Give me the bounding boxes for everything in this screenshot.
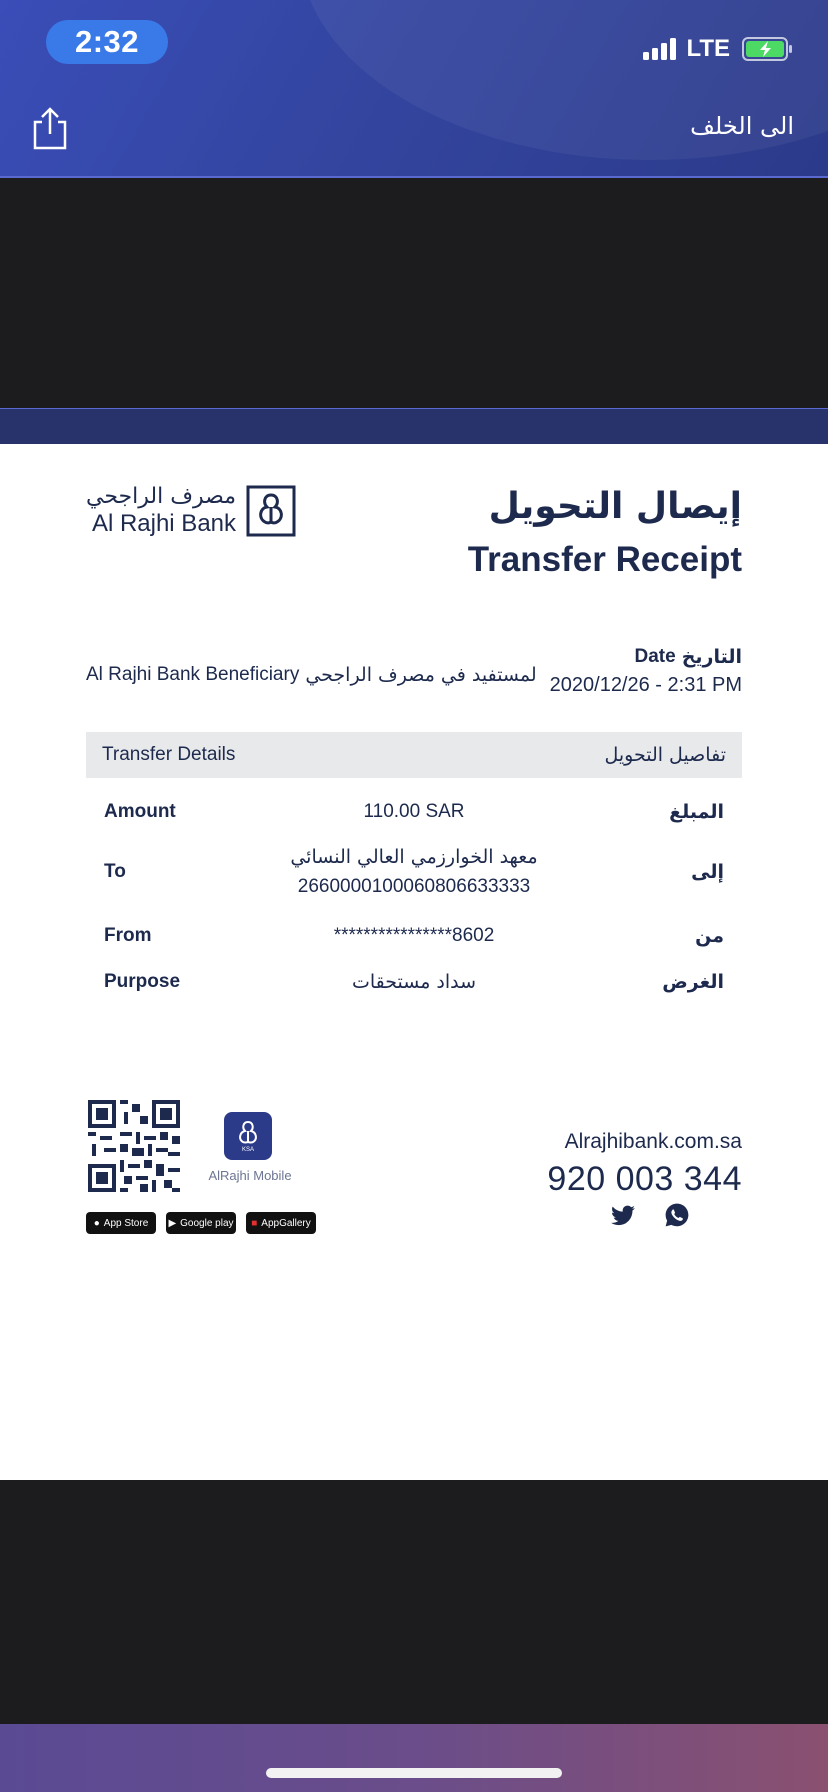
- app-logo-icon: [233, 1119, 263, 1153]
- from-row: From ****************8602 من: [104, 925, 724, 947]
- amount-value: 110.00 SAR: [363, 801, 465, 822]
- network-label: LTE: [686, 35, 730, 62]
- status-indicators: [643, 34, 794, 64]
- transfer-receipt: [0, 444, 828, 1480]
- app-name: AlRajhi Mobile: [208, 1168, 292, 1183]
- bank-logo-icon: [246, 485, 296, 537]
- to-row: To معهد الخوارزمي العالي النسائي 2660000100060806633333 إلى: [104, 840, 724, 904]
- purpose-row: Purpose سداد مستحقات الغرض: [104, 971, 724, 993]
- store-badges: [86, 1212, 316, 1234]
- purpose-value: سداد مستحقات: [351, 971, 477, 993]
- logo-arabic-text: مصرف الراجحي: [86, 484, 237, 509]
- apple-icon: ●: [93, 1217, 100, 1229]
- title-english: Transfer Receipt: [467, 540, 742, 579]
- battery-charging-icon: [742, 37, 794, 61]
- app-gallery-badge[interactable]: ■ AppGallery: [246, 1212, 316, 1234]
- bottom-bar: [0, 1724, 828, 1792]
- social-links: [610, 1202, 690, 1228]
- twitter-icon[interactable]: [610, 1202, 636, 1228]
- date-value: 2020/12/26 - 2:31 PM: [549, 674, 742, 696]
- bank-logo: [86, 484, 296, 538]
- whatsapp-icon[interactable]: [664, 1202, 690, 1228]
- website-link[interactable]: Alrajhibank.com.sa: [564, 1130, 742, 1153]
- status-time[interactable]: 2:32: [46, 20, 168, 64]
- amount-row: Amount 110.00 SAR المبلغ: [104, 801, 724, 823]
- phone-number[interactable]: 920 003 344: [547, 1160, 742, 1198]
- signal-icon: [643, 38, 676, 60]
- back-button[interactable]: الى الخلف: [690, 112, 794, 140]
- dark-spacer: [0, 178, 828, 408]
- huawei-icon: ■: [251, 1217, 258, 1229]
- share-icon[interactable]: [32, 106, 68, 150]
- qr-code-icon: [88, 1100, 180, 1192]
- transfer-details-header: Transfer Details تفاصيل التحويل: [86, 732, 742, 778]
- recipient-name: معهد الخوارزمي العالي النسائي: [290, 846, 538, 868]
- title-arabic: إيصال التحويل: [488, 486, 742, 527]
- alrajhi-mobile-app-icon[interactable]: [224, 1112, 272, 1160]
- app-store-badge[interactable]: ● App Store: [86, 1212, 156, 1234]
- play-icon: ▶: [168, 1217, 177, 1229]
- google-play-badge[interactable]: ▶ Google play: [166, 1212, 236, 1234]
- receipt-top-band: [0, 408, 828, 444]
- app-badge-text: KSA: [241, 1147, 255, 1153]
- date-label: Date التاريخ: [634, 646, 742, 668]
- recipient-account: 2660000100060806633333: [297, 876, 531, 897]
- logo-english-text: Al Rajhi Bank: [91, 510, 237, 537]
- app-header: [0, 0, 828, 178]
- beneficiary-type: Al Rajhi Bank Beneficiary لمستفيد في مصرف الراجحي: [86, 664, 537, 686]
- home-indicator[interactable]: [266, 1768, 562, 1778]
- from-account: ****************8602: [333, 925, 495, 946]
- bottom-spacer: [0, 1480, 828, 1724]
